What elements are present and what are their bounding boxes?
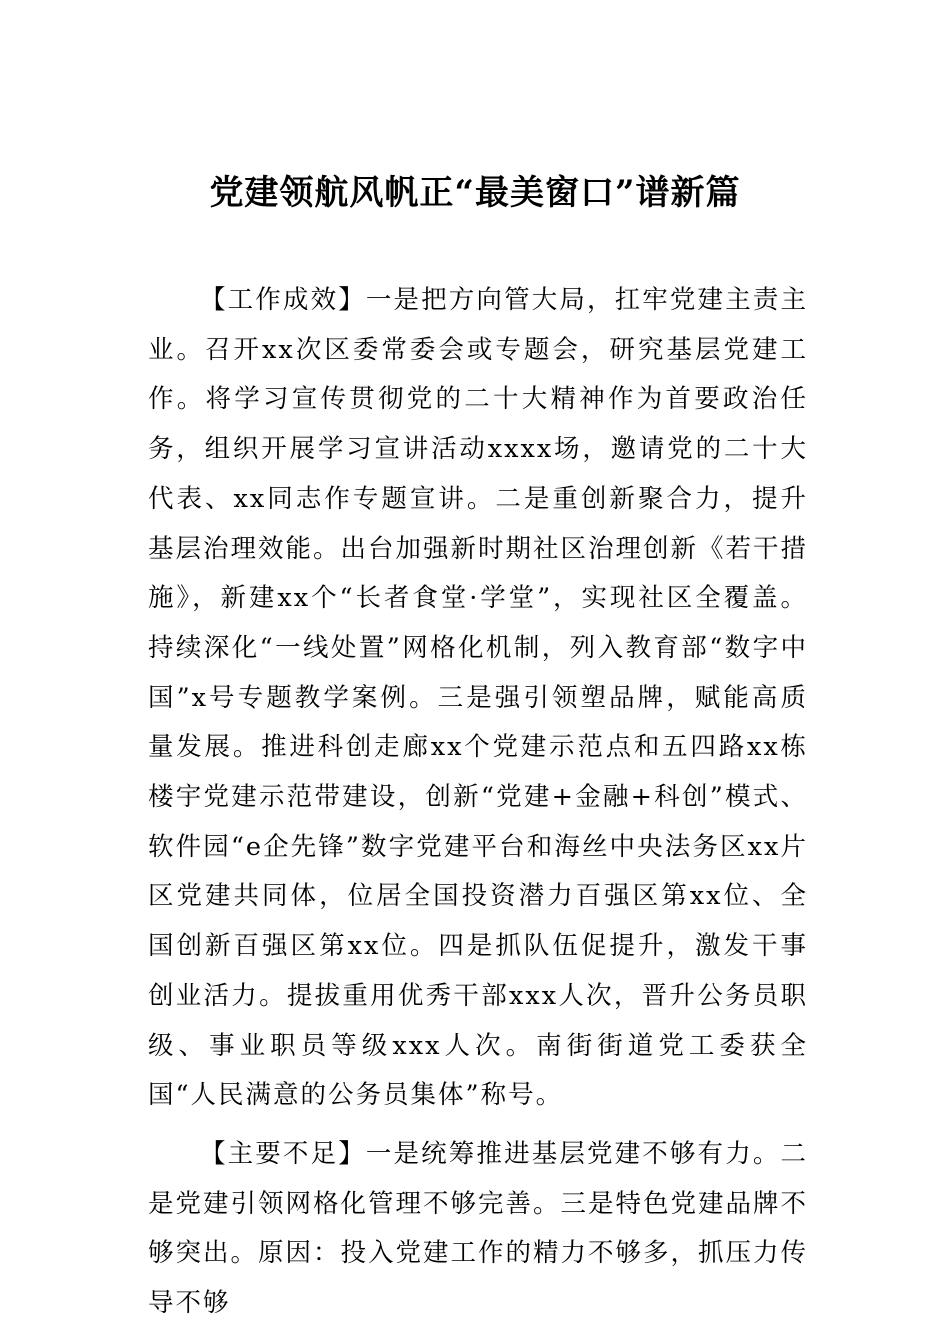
paragraph-work-results: 【工作成效】一是把方向管大局，扛牢党建主责主业。召开xx次区委常委会或专题会，研究基层党建工作。将学习宣传贯彻党的二十大精神作为首要政治任务，组织开展学习宣讲活动xxxx场，邀请党的二十大代表、xx同志作专题宣讲。二是重创新聚合力，提升基层治理效能。出台加强新时期社区治理创新《若干措施》，新建xx个“长者食堂·学堂”，实现社区全覆盖。持续深化“一线处置”网格化机制，列入教育部“数字中国”x号专题教学案例。三是强引领塑品牌，赋能高质量发展。推进科创走廊xx个党建示范点和五四路xx栋楼宇党建示范带建设，创新“党建+金融+科创”模式、软件园“e企先锋”数字党建平台和海丝中央法务区xx片区党建共同体，位居全国投资潜力百强区第xx位、全国创新百强区第xx位。四是抓队伍促提升，激发干事创业活力。提拔重用优秀干部xxx人次，晋升公务员职级、事业职员等级xxx人次。南街街道党工委获全国“人民满意的公务员集体”称号。 [148,285,809,1111]
document-body [148,276,808,1338]
document-title: 党建领航风帆正“最美窗口”谱新篇 [209,173,741,213]
paragraph-main-shortcomings: 【主要不足】一是统筹推进基层党建不够有力。二是党建引领网格化管理不够完善。三是特色党建品牌不够突出。原因：投入党建工作的精力不够多，抓压力传导不够 [148,1138,809,1319]
